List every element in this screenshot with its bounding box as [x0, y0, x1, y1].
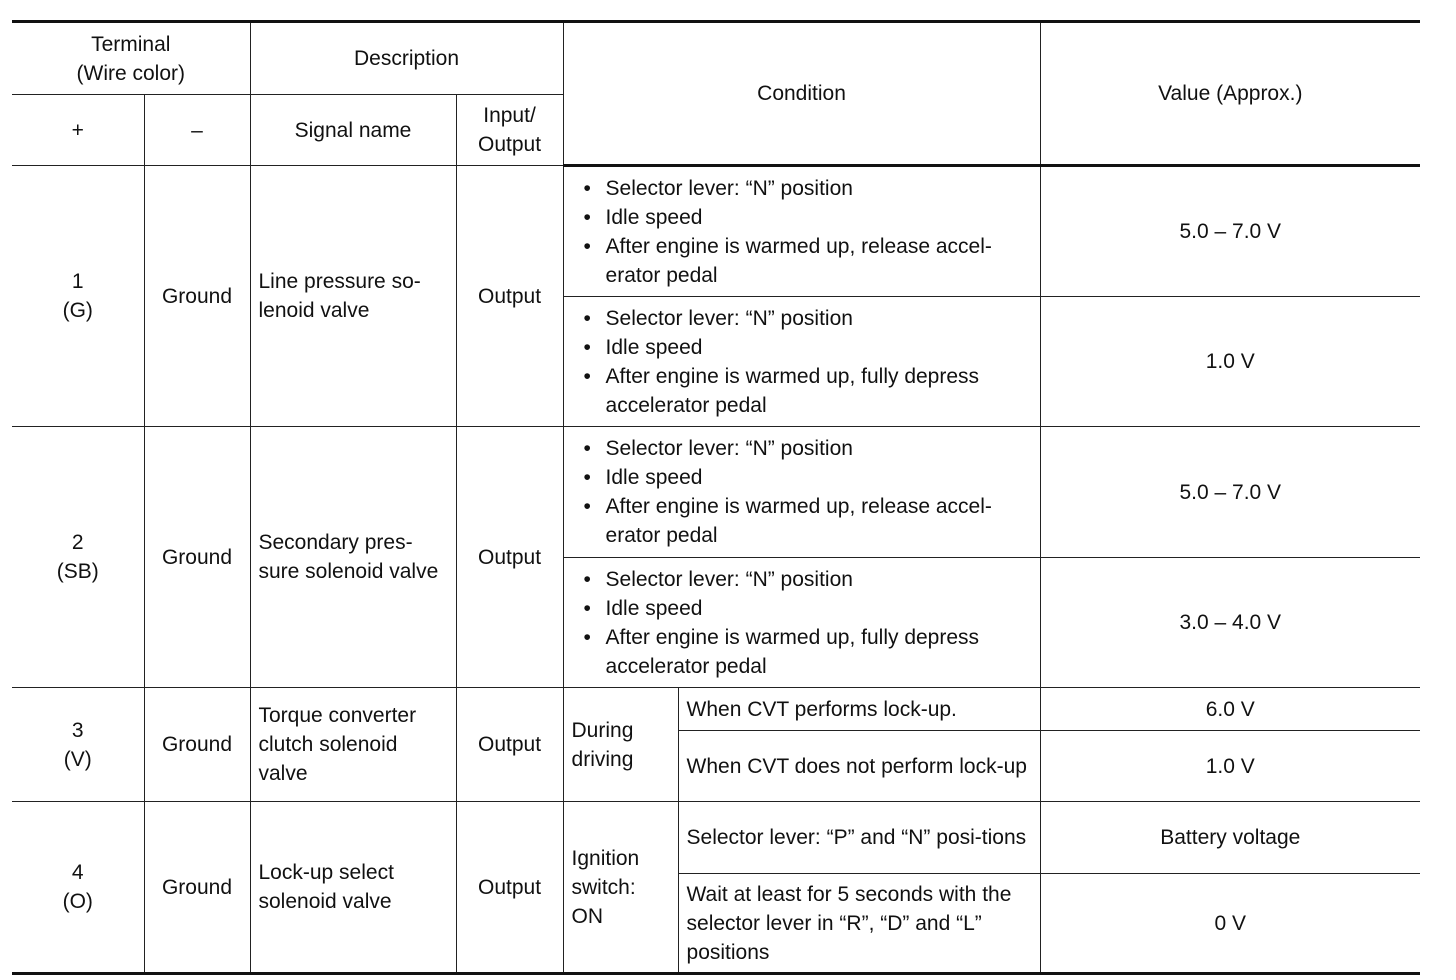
value-cell: 6.0 V: [1040, 688, 1420, 731]
wire-color: (G): [62, 299, 93, 322]
condition-group-cell: During driving: [563, 688, 678, 802]
terminal-cell: [12, 166, 144, 427]
table-row: [12, 166, 1420, 297]
terminal-cell: [12, 802, 144, 974]
value-cell: Battery voltage: [1040, 802, 1420, 874]
condition-cell: When CVT performs lock-up.: [678, 688, 1040, 731]
io-cell: Output: [456, 802, 563, 974]
header-value: Value (Approx.): [1040, 22, 1420, 166]
wire-color: (O): [62, 890, 93, 913]
header-terminal: [12, 22, 250, 95]
table-row: [12, 688, 1420, 731]
condition-cell: Selector lever: “P” and “N” posi-tions: [678, 802, 1040, 874]
value-cell: 5.0 – 7.0 V: [1040, 427, 1420, 558]
terminal-number: 3: [71, 718, 84, 742]
header-signal-name: Signal name: [250, 95, 456, 166]
header-io-line2: Output: [477, 133, 542, 156]
condition-item: • Selector lever: “N” position: [606, 174, 1034, 203]
condition-item: • After engine is warmed up, release accel-erator pedal: [606, 232, 1034, 290]
ground-cell: Ground: [144, 166, 250, 427]
terminal-number: 4: [71, 861, 84, 884]
terminal-spec-table: [12, 20, 1420, 975]
condition-item: • Idle speed: [606, 594, 1034, 623]
condition-group-cell: Ignition switch: ON: [563, 802, 678, 974]
value-cell: 1.0 V: [1040, 297, 1420, 427]
header-condition: Condition: [563, 22, 1040, 166]
terminal-number: 2: [71, 531, 84, 554]
value-cell: 0 V: [1040, 874, 1420, 974]
condition-cell: [563, 558, 1040, 688]
io-cell: Output: [456, 427, 563, 688]
io-cell: Output: [456, 688, 563, 802]
value-cell: 5.0 – 7.0 V: [1040, 166, 1420, 297]
condition-cell: Wait at least for 5 seconds with the selector lever in “R”, “D” and “L” positions: [678, 874, 1040, 974]
condition-item: • Selector lever: “N” position: [606, 304, 1034, 333]
signal-name-cell: Lock-up select solenoid valve: [250, 802, 456, 974]
terminal-number: 1: [71, 270, 84, 293]
condition-cell: When CVT does not perform lock-up: [678, 731, 1040, 802]
header-description: Description: [250, 22, 563, 95]
signal-name-cell: Secondary pres-sure solenoid valve: [250, 427, 456, 688]
terminal-cell: [12, 427, 144, 688]
signal-name-cell: Line pressure so-lenoid valve: [250, 166, 456, 427]
ground-cell: Ground: [144, 802, 250, 974]
ground-cell: Ground: [144, 688, 250, 802]
wire-color: (V): [63, 747, 92, 771]
header-minus: –: [144, 95, 250, 166]
condition-item: • After engine is warmed up, fully depress accelerator pedal: [606, 362, 1034, 420]
terminal-cell: [12, 688, 144, 802]
header-wire-color-label: (Wire color): [76, 61, 185, 85]
condition-cell: [563, 166, 1040, 297]
condition-cell: [563, 297, 1040, 427]
condition-item: • Idle speed: [606, 203, 1034, 232]
value-cell: 3.0 – 4.0 V: [1040, 558, 1420, 688]
condition-item: • After engine is warmed up, release accel-erator pedal: [606, 492, 1034, 550]
table-row: [12, 427, 1420, 558]
header-io-line1: Input/: [483, 104, 536, 127]
condition-item: • Selector lever: “N” position: [606, 434, 1034, 463]
header-input-output: [456, 95, 563, 166]
io-cell: Output: [456, 166, 563, 427]
ground-cell: Ground: [144, 427, 250, 688]
table-row: [12, 802, 1420, 874]
wire-color: (SB): [56, 560, 99, 583]
condition-item: • Selector lever: “N” position: [606, 565, 1034, 594]
condition-cell: [563, 427, 1040, 558]
header-plus: +: [12, 95, 144, 166]
condition-item: • Idle speed: [606, 463, 1034, 492]
condition-item: • After engine is warmed up, fully depress accelerator pedal: [606, 623, 1034, 681]
condition-item: • Idle speed: [606, 333, 1034, 362]
header-terminal-label: Terminal: [91, 32, 171, 56]
value-cell: 1.0 V: [1040, 731, 1420, 802]
signal-name-cell: Torque converter clutch solenoid valve: [250, 688, 456, 802]
